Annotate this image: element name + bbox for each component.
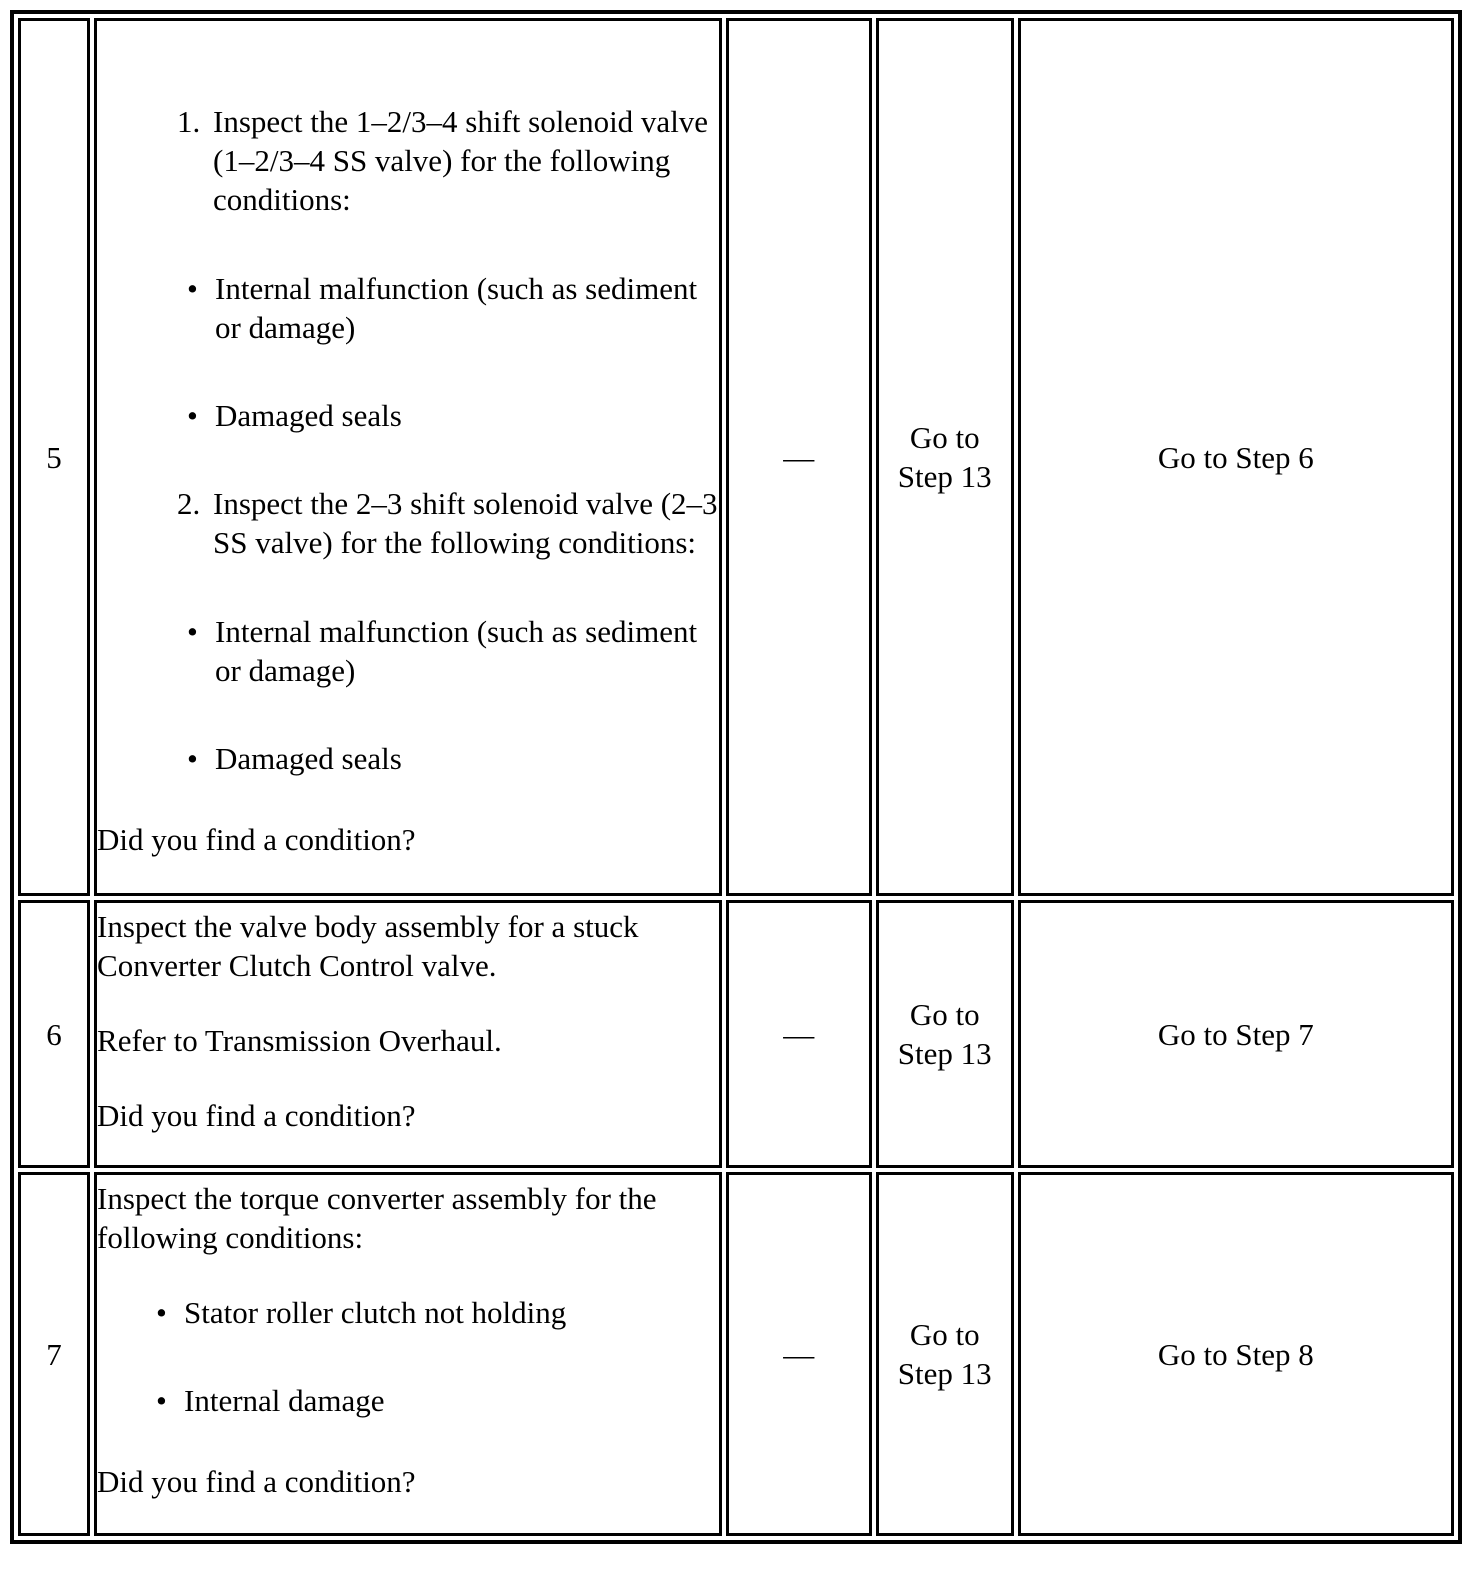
yes-cell: Go to Step 13 xyxy=(876,18,1014,896)
reference-text: Refer to Transmission Overhaul. xyxy=(97,1023,502,1058)
list-number: 2. xyxy=(177,486,201,521)
bullet-text: Damaged seals xyxy=(215,398,402,433)
bullet-icon: • xyxy=(156,1295,167,1330)
bullet-item xyxy=(97,1293,719,1332)
action-cell xyxy=(94,1172,722,1536)
action-text: Inspect the torque converter assembly for the following conditions: xyxy=(97,1181,657,1255)
value-cell: — xyxy=(726,900,872,1168)
list-item-text: Inspect the 1–2/3–4 shift solenoid valve (1–2/3–4 SS valve) for the following conditions: xyxy=(213,104,709,217)
bullet-text: Internal malfunction (such as sediment or damage) xyxy=(215,271,698,345)
step-number: 7 xyxy=(18,1172,90,1536)
bullet-icon: • xyxy=(187,614,198,649)
yes-cell: Go to Step 13 xyxy=(876,1172,1014,1536)
list-item xyxy=(97,102,719,219)
action-cell xyxy=(94,900,722,1168)
step-number: 5 xyxy=(18,18,90,896)
question-text: Did you find a condition? xyxy=(97,1464,416,1499)
bullet-list xyxy=(97,269,719,435)
bullet-item xyxy=(97,269,719,347)
bullet-text: Stator roller clutch not holding xyxy=(184,1295,567,1330)
value-cell: — xyxy=(726,18,872,896)
no-cell: Go to Step 7 xyxy=(1018,900,1454,1168)
diagnostic-table xyxy=(10,10,1462,1544)
bullet-text: Damaged seals xyxy=(215,741,402,776)
table-row xyxy=(18,900,1454,1168)
no-cell: Go to Step 6 xyxy=(1018,18,1454,896)
bullet-item xyxy=(97,612,719,690)
bullet-icon: • xyxy=(187,741,198,776)
list-number: 1. xyxy=(177,104,201,139)
bullet-item xyxy=(97,739,719,778)
value-cell: — xyxy=(726,1172,872,1536)
list-item xyxy=(97,484,719,562)
bullet-list xyxy=(97,612,719,778)
table-row xyxy=(18,1172,1454,1536)
bullet-text: Internal malfunction (such as sediment or damage) xyxy=(215,614,698,688)
bullet-text: Internal damage xyxy=(184,1383,385,1418)
bullet-item xyxy=(97,1381,719,1420)
action-cell xyxy=(94,18,722,896)
question-text: Did you find a condition? xyxy=(97,1098,416,1133)
bullet-icon: • xyxy=(187,271,198,306)
bullet-item xyxy=(97,396,719,435)
question-text: Did you find a condition? xyxy=(97,822,416,857)
bullet-icon: • xyxy=(156,1383,167,1418)
step-number: 6 xyxy=(18,900,90,1168)
steps-table xyxy=(10,10,1462,1544)
table-row xyxy=(18,18,1454,896)
bullet-icon: • xyxy=(187,398,198,433)
list-item-text: Inspect the 2–3 shift solenoid valve (2–3 SS valve) for the following conditions: xyxy=(213,486,718,560)
no-cell: Go to Step 8 xyxy=(1018,1172,1454,1536)
numbered-list xyxy=(97,102,719,778)
yes-cell: Go to Step 13 xyxy=(876,900,1014,1168)
bullet-list xyxy=(97,1293,719,1420)
action-text: Inspect the valve body assembly for a stuck Converter Clutch Control valve. xyxy=(97,909,639,983)
